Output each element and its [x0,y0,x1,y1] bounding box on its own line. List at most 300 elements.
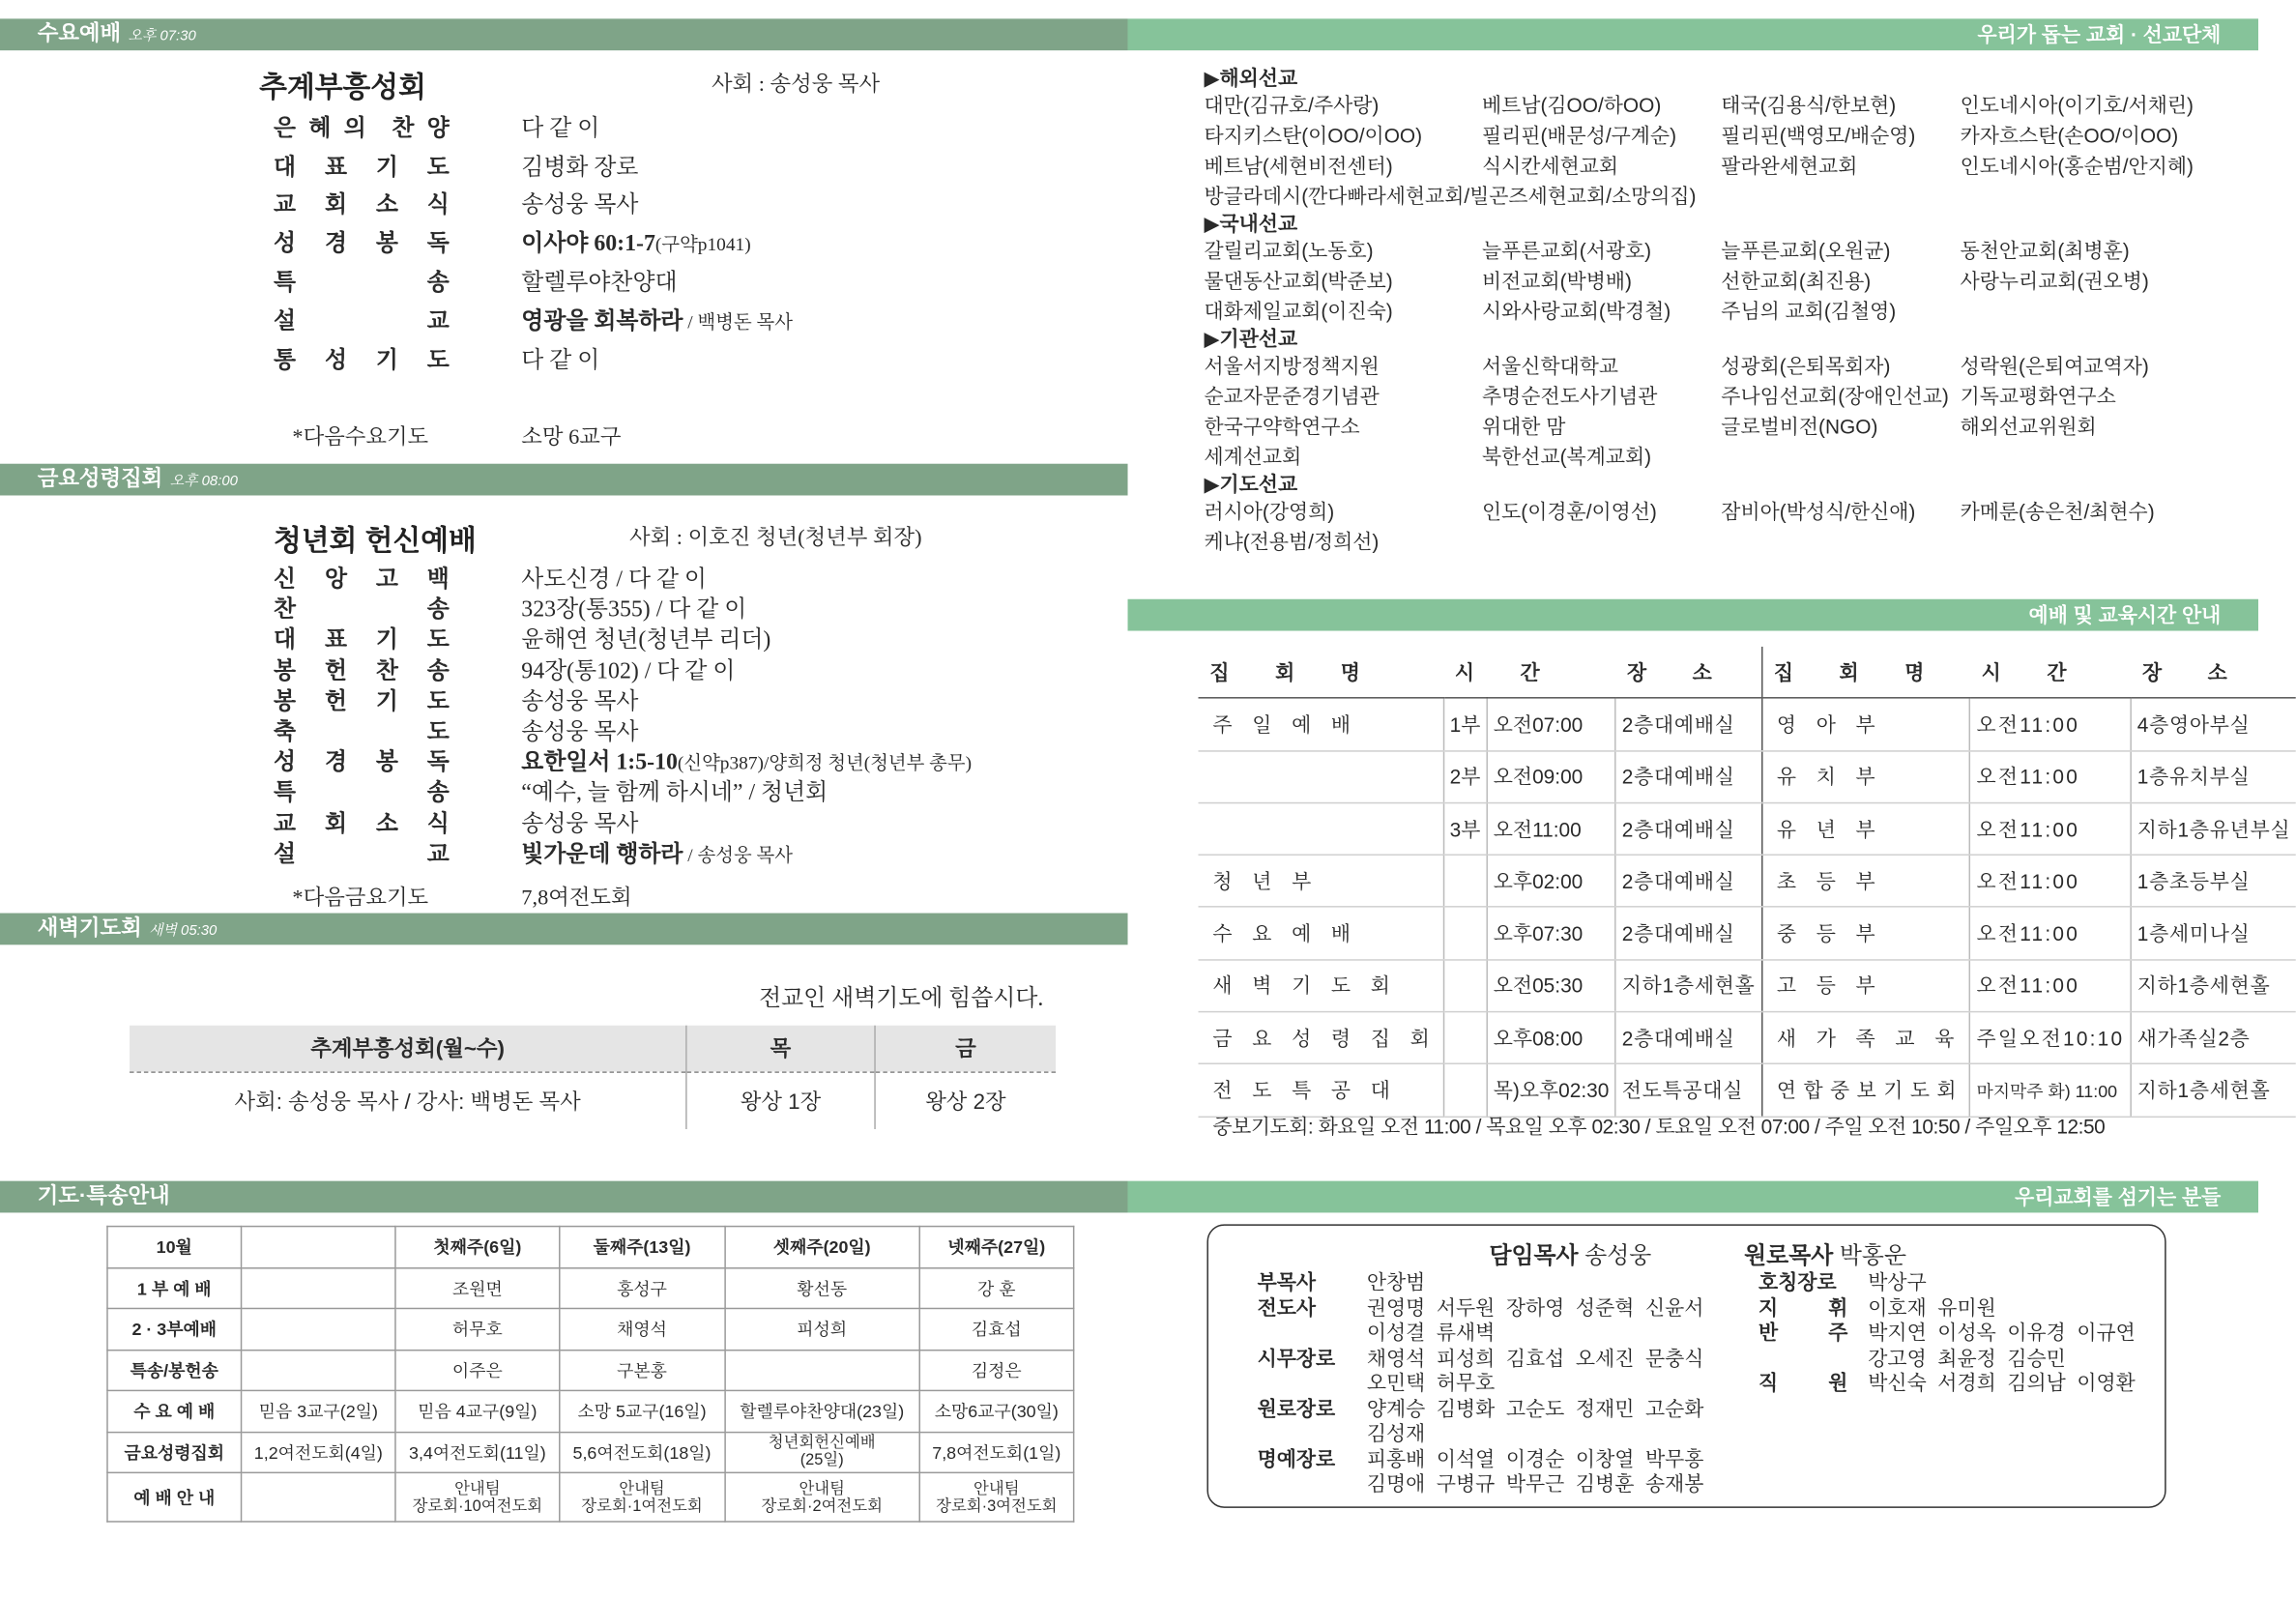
mission-item: 물댄동산교회(박준보) [1204,269,1393,293]
prayer-cell [242,1308,396,1349]
order-row [274,654,1080,684]
order-label [274,341,450,374]
order-value-rest: (신약p387)/양희정 청년(청년부 총무) [677,752,973,774]
mission-item [1721,442,1960,472]
prayer-row [107,1267,1074,1308]
staff-role-label: 호칭장로 [1758,1270,1837,1293]
mission-item: 사랑누리교회(권오병) [1960,269,2149,293]
schedule-cell: 유 치 부 [1761,750,1970,802]
order-label-char: 경 [324,750,347,775]
mission-item: 방글라데시(깐다빠라세현교회/빌곤즈세현교회/소망의집) [1204,184,1697,208]
mission-grid [1204,91,2212,212]
mission-item: 인도네시아(이기호/서채린) [1960,93,2194,117]
prayer-cell: 소망 5교구(16일) [560,1390,725,1431]
order-row [274,836,1080,867]
prayer-cell: 이주은 [395,1350,559,1390]
wednesday-bar-title: 수요예배 [37,21,122,46]
prayer-header-cell: 넷째주(27일) [919,1227,1074,1267]
prayer-row-label: 1 부 예 배 [107,1267,242,1308]
order-label-char: 은 [274,116,297,141]
staff-names [1868,1321,2136,1371]
order-label [274,148,450,181]
staff-name-line: 권영명 서두원 장하영 성준혁 신윤서 [1366,1295,1704,1319]
prayer-cell-line: 청년회헌신예배 [768,1435,876,1453]
order-label-char: 성 [324,348,347,373]
order-value: 94장(통102) / 다 같 이 [521,658,736,684]
mission-item: 베트남(김OO/하OO) [1482,93,1662,117]
order-row [274,562,1080,593]
prayer-cell: 황선동 [724,1267,919,1308]
mission-item: 추명순전도사기념관 [1482,384,1658,408]
staff-right-list [1758,1270,2136,1396]
prayer-cell: 채영석 [560,1308,725,1349]
schedule-header-cell: 장 소 [2131,647,2296,698]
mission-item: 해외선교위원회 [1960,415,2097,438]
staff-name-line: 채영석 피성희 김효섭 오세진 문충식 [1366,1346,1704,1370]
order-value [521,835,793,868]
schedule-row [1199,1064,2296,1117]
order-label [274,109,450,142]
prayer-cell: 1,2여전도회(4일) [242,1432,396,1472]
prayer-cell [919,1472,1074,1522]
schedule-cell: 주 일 예 배 [1199,698,1443,750]
friday-host: 사회 : 이호진 청년(청년부 회장) [629,527,922,551]
order-label-char: 성 [274,750,297,775]
order-row [274,106,1080,145]
staff-bar: 우리교회를 섬기는 분들 [1128,1181,2258,1213]
order-value: 다 같 이 [521,348,600,373]
mission-group-heading: ▶기도선교 [1204,472,1298,496]
wednesday-next-label: *다음수요기도 [292,425,429,450]
prayer-table [106,1226,1074,1523]
staff-names [1868,1270,1926,1295]
staff-role-label: 원로장로 [1257,1396,1336,1420]
mission-item: 필리핀(배문성/구계순) [1482,124,1677,147]
prayer-row [107,1432,1074,1472]
schedule-table [1199,647,2296,1118]
mission-item: 타지키스탄(이OO/이OO) [1204,124,1423,147]
prayer-row-label: 2 · 3부예배 [107,1308,242,1349]
friday-next-label: *다음금요기도 [292,886,429,911]
schedule-header-cell: 집 회 명 [1761,647,1970,698]
prayer-row-label: 수 요 예 배 [107,1390,242,1431]
staff-emeritus-label: 원로목사 [1744,1244,1834,1269]
dawn-bar-title: 새벽기도회 [37,915,142,941]
dawn-table-header [130,1026,1056,1072]
staff-name-line: 김명애 구병규 박무근 김병훈 송재봉 [1366,1471,1704,1496]
prayer-cell: 3,4여전도회(11일) [395,1432,559,1472]
schedule-cell: 오전11:00 [1487,802,1615,855]
schedule-cell [1199,750,1443,802]
mission-item: 대화제일교회(이진숙) [1204,299,1393,323]
staff-group [1258,1346,1704,1396]
schedule-cell: 2층대예배실 [1615,802,1761,855]
dawn-header-thu: 목 [686,1026,875,1072]
order-value: 송성웅 목사 [521,811,639,836]
mission-item: 북한선교(복계교회) [1482,445,1652,469]
order-label [274,712,450,745]
staff-senior [1489,1237,1651,1270]
order-row [274,623,1080,654]
staff-role-label: 명예장로 [1257,1446,1336,1470]
order-label-char: 교 [274,811,297,836]
staff-names [1868,1371,2136,1396]
schedule-row [1199,802,2296,855]
wednesday-order-list [274,106,1080,376]
prayer-cell-line: 안내팀 [974,1479,1020,1497]
order-label-char: 송 [426,658,450,684]
staff-group [1258,1295,1704,1346]
staff-names [1367,1346,1704,1396]
mission-item: 기독교평화연구소 [1960,384,2116,408]
staff-role-label: 지 휘 [1758,1295,1848,1319]
prayer-cell-line: 장로회·1여전도회 [581,1496,703,1515]
mission-item: 식시칸세현교회 [1482,154,1619,178]
schedule-cell: 중 등 부 [1761,908,1970,960]
schedule-cell: 2층대예배실 [1615,855,1761,907]
staff-group [1758,1295,2136,1321]
staff-emeritus-name: 박홍운 [1839,1244,1906,1269]
order-row [274,683,1080,714]
wednesday-bar [0,18,1128,50]
order-label-char: 헌 [324,689,347,714]
order-label-char: 식 [426,193,450,218]
friday-bar [0,464,1128,496]
order-value-rest: (구약p1041) [654,233,751,256]
prayer-cell: 김정은 [919,1350,1074,1390]
staff-senior-label: 담임목사 [1489,1244,1579,1269]
dawn-bar-time: 새벽 05:30 [149,922,218,940]
prayer-cell: 구본홍 [560,1350,725,1390]
staff-box [1206,1224,2165,1507]
schedule-cell: 새 가 족 교 육 [1761,1012,1970,1064]
dawn-cell-fri: 왕상 2장 [925,1090,1006,1115]
order-label-char: 경 [324,232,347,257]
prayer-row [107,1350,1074,1390]
mission-item: 케냐(전용범/정희선) [1204,530,1380,554]
schedule-cell: 새가족실2층 [2131,1012,2296,1064]
order-label-char: 성 [274,232,297,257]
order-label-char: 봉 [375,232,398,257]
mission-item: 카메룬(송은천/최현수) [1960,499,2155,523]
mission-item: 한국구약학연구소 [1204,415,1360,438]
order-value-bold: 요한일서 1:5-10 [521,750,678,775]
order-value: 사도신경 / 다 같 이 [521,567,707,593]
prayer-cell-line: 장로회·3여전도회 [936,1496,1058,1515]
dawn-cell-thu: 왕상 1장 [686,1071,875,1129]
schedule-header-cell: 시 간 [1443,647,1615,698]
friday-next-value: 7,8여전도회 [521,886,632,911]
schedule-cell [1443,908,1487,960]
schedule-cell [1199,802,1443,855]
order-label-char: 송 [426,781,450,806]
mission-item: 갈릴리교회(노동호) [1204,239,1374,263]
order-label-char: 교 [274,193,297,218]
schedule-cell [1443,960,1487,1012]
mission-item: 늘푸른교회(서광호) [1482,239,1652,263]
schedule-cell: 지하1층세현홀 [2131,1064,2296,1117]
schedule-cell: 오전05:30 [1487,960,1615,1012]
order-label [274,561,450,594]
order-label-char: 독 [426,750,450,775]
schedule-cell: 오후08:00 [1487,1012,1615,1064]
mission-item [1961,297,2213,327]
wednesday-host: 사회 : 송성웅 목사 [711,73,881,97]
mission-item: 글로벌비전(NGO) [1721,415,1878,438]
staff-names [1367,1396,1704,1446]
mission-item: 서울서지방정책지원 [1204,354,1380,378]
staff-senior-name: 송성웅 [1584,1244,1652,1269]
mission-item: 성광회(은퇴목회자) [1721,354,1891,378]
order-value: 송성웅 목사 [521,193,639,218]
prayer-cell: 홍성구 [560,1267,725,1308]
schedule-cell [1443,1012,1487,1064]
friday-title: 청년회 헌신예배 [274,525,477,558]
mission-item: 시와사랑교회(박경철) [1482,299,1671,323]
order-label [274,264,450,297]
prayer-header-row [107,1227,1074,1267]
mission-grid [1204,497,2212,558]
order-label-char: 송 [426,271,450,296]
staff-names [1868,1295,1995,1321]
order-label-char: 도 [426,628,450,654]
mission-item: 인도(이경훈/이영선) [1482,499,1657,523]
order-label-char: 표 [324,628,347,654]
prayer-cell: 김효섭 [919,1308,1074,1349]
schedule-cell: 1층세미나실 [2131,908,2296,960]
order-label-char: 축 [274,719,297,745]
mission-item: 인도네시아(홍순범/안지혜) [1960,154,2194,178]
order-label-char: 봉 [274,689,297,714]
order-label-char: 식 [426,811,450,836]
staff-name-line: 박신숙 서경희 김의남 이영환 [1868,1371,2136,1395]
mission-item: 성락원(은퇴여교역자) [1960,354,2149,378]
prayer-cell [242,1267,396,1308]
mission-group-heading: ▶해외선교 [1204,66,1298,90]
order-label [274,683,450,715]
order-value: 송성웅 목사 [521,719,639,745]
prayer-cell: 강 훈 [919,1267,1074,1308]
mission-item: 카자흐스탄(손OO/이OO) [1960,124,2179,147]
order-label-char: 양 [426,116,450,141]
order-label-char: 설 [274,842,297,867]
order-row [274,338,1080,377]
order-label-char: 설 [274,309,297,334]
schedule-header-cell: 시 간 [1970,647,2131,698]
order-label [274,622,450,654]
order-label-char: 송 [426,597,450,624]
prayer-cell: 7,8여전도회(1일) [919,1432,1074,1472]
mission-item: 서울신학대학교 [1482,354,1619,378]
prayer-cell [242,1350,396,1390]
order-label-char: 도 [426,689,450,714]
schedule-row [1199,908,2296,960]
order-label-char: 특 [274,781,297,806]
schedule-cell: 2층대예배실 [1615,1012,1761,1064]
schedule-row [1199,1012,2296,1064]
prayer-cell: 믿음 3교구(2일) [242,1390,396,1431]
order-label-char: 찬 [274,597,297,624]
friday-bar-title: 금요성령집회 [37,466,163,492]
order-label-char: 소 [375,811,398,836]
order-label-char: 독 [426,232,450,257]
prayer-cell [724,1432,919,1472]
mission-item: 러시아(강영희) [1204,499,1335,523]
prayer-cell: 피성희 [724,1308,919,1349]
schedule-cell: 오전11:00 [1970,908,2131,960]
staff-name-line: 양계승 김병화 고순도 정재민 고순화 [1366,1396,1704,1420]
order-label-char: 표 [324,155,347,180]
order-label [274,591,450,624]
order-row [274,593,1080,624]
order-value: 323장(통355) / 다 같 이 [521,597,747,624]
schedule-cell: 새 벽 기 도 회 [1199,960,1443,1012]
mission-item: 팔라완세현교회 [1721,154,1858,178]
schedule-cell: 2층대예배실 [1615,750,1761,802]
prayer-bar: 기도·특송안내 [0,1181,1128,1213]
schedule-header-cell: 집 회 명 [1199,647,1443,698]
order-label-char: 의 [343,116,366,141]
schedule-cell: 오전07:00 [1487,698,1615,750]
order-label-char: 기 [375,689,398,714]
order-label-char: 도 [426,348,450,373]
schedule-cell: 연합중보기도회 [1761,1064,1970,1117]
mission-item [1721,527,1960,557]
friday-order-list [274,562,1080,867]
staff-role-label: 반 주 [1758,1321,1848,1344]
wednesday-title: 추계부흥성회 [259,72,426,104]
prayer-row [107,1308,1074,1349]
staff-group [1258,1396,1704,1446]
order-label-char: 신 [274,567,297,593]
staff-name-line: 피홍배 이석열 이경순 이창열 박무홍 [1366,1446,1704,1470]
order-label-char: 앙 [324,567,347,593]
prayer-cell: 믿음 4교구(9일) [395,1390,559,1431]
order-value: 다 같 이 [521,116,600,141]
schedule-cell: 오전11:00 [1970,802,2131,855]
schedule-cell: 지하1층유년부실 [2131,802,2296,855]
prayer-row-label: 금요성령집회 [107,1432,242,1472]
mission-item: 대만(김규호/주사랑) [1204,93,1380,117]
order-value-bold: 빛가운데 행하라 [521,842,683,867]
order-label-char: 기 [375,348,398,373]
order-label-char: 도 [426,155,450,180]
mission-bar: 우리가 돕는 교회 · 선교단체 [1128,18,2258,50]
schedule-cell [1443,855,1487,907]
staff-name-line: 강고영 최윤정 김승민 [1868,1346,2066,1370]
staff-group [1258,1270,1704,1295]
order-row [274,744,1080,775]
schedule-cell: 2부 [1443,750,1487,802]
order-row [274,775,1080,806]
order-value-bold: 이사야 60:1-7 [521,232,655,257]
schedule-cell: 지하1층세현홀 [2131,960,2296,1012]
schedule-cell: 2층대예배실 [1615,908,1761,960]
order-label-char: 헌 [324,658,347,684]
order-label-char: 혜 [308,116,332,141]
schedule-cell: 오전11:00 [1970,698,2131,750]
order-row [274,806,1080,837]
order-label-char: 봉 [274,658,297,684]
order-label-char: 기 [375,155,398,180]
prayer-cell-line: (25일) [799,1452,844,1469]
mission-item [1961,442,2213,472]
mission-item: 비전교회(박병배) [1482,269,1632,293]
order-label-char: 회 [324,193,347,218]
wednesday-bar-time: 오후 07:30 [128,28,196,45]
schedule-cell: 1부 [1443,698,1487,750]
prayer-row [107,1472,1074,1522]
staff-role-label: 시무장로 [1257,1346,1336,1370]
prayer-cell: 소망6교구(30일) [919,1390,1074,1431]
staff-name-line: 오민택 허무호 [1366,1371,1496,1395]
order-value: “예수, 늘 함께 하시네” / 청년회 [521,781,828,806]
mission-list [1204,67,2212,558]
schedule-header-row [1199,647,2296,698]
staff-role-label: 부목사 [1257,1270,1317,1293]
schedule-cell: 3부 [1443,802,1487,855]
prayer-cell-line: 장로회·2여전도회 [761,1496,883,1515]
schedule-cell: 1층유치부실 [2131,750,2296,802]
order-value: 윤해연 청년(청년부 리더) [521,628,771,654]
schedule-cell: 오후02:00 [1487,855,1615,907]
staff-names [1367,1447,1704,1497]
order-row [274,222,1080,261]
schedule-cell: 주일오전10:10 [1970,1012,2131,1064]
schedule-cell: 고 등 부 [1761,960,1970,1012]
wednesday-next-value: 소망 6교구 [521,425,622,450]
order-value-bold: 영광을 회복하라 [521,309,683,334]
order-label-char: 대 [274,155,297,180]
dawn-cell-host: 사회: 송성웅 목사 / 강사: 백병돈 목사 [130,1071,686,1129]
schedule-cell: 4층영아부실 [2131,698,2296,750]
staff-name-line: 안창범 [1366,1270,1426,1293]
mission-item: 세계선교회 [1204,445,1302,469]
staff-group [1758,1321,2136,1371]
order-label-char: 교 [426,309,450,334]
staff-left-list [1258,1270,1704,1497]
prayer-row-label: 예 배 안 내 [107,1472,242,1522]
prayer-cell: 5,6여전도회(18일) [560,1432,725,1472]
order-label [274,835,450,868]
mission-item: 순교자문준경기념관 [1204,384,1380,408]
staff-name-line: 김성재 [1366,1421,1426,1445]
schedule-cell: 전도특공대실 [1615,1064,1761,1117]
schedule-cell: 전 도 특 공 대 [1199,1064,1443,1117]
prayer-cell-line: 장로회·10여전도회 [412,1496,543,1515]
mission-item: 주나임선교회(장애인선교) [1721,384,1949,408]
mission-grid [1204,236,2212,327]
order-label [274,743,450,776]
prayer-header-cell: 10월 [107,1227,242,1267]
order-row [274,261,1080,300]
dawn-header-fri: 금 [955,1037,976,1062]
mission-grid [1204,352,2212,473]
prayer-header-cell: 첫째주(6일) [395,1227,559,1267]
schedule-header-cell: 장 소 [1615,647,1761,698]
order-label-char: 교 [426,842,450,867]
schedule-cell: 오전11:00 [1970,855,2131,907]
order-label-char: 도 [426,719,450,745]
dawn-table [130,1026,1056,1129]
staff-name-line: 이성결 류새벽 [1366,1321,1496,1344]
schedule-cell: 오후07:30 [1487,908,1615,960]
order-label-char: 회 [324,811,347,836]
prayer-row [107,1390,1074,1431]
order-value: 송성웅 목사 [521,689,639,714]
order-label-char: 백 [426,567,450,593]
order-label-char: 찬 [375,658,398,684]
